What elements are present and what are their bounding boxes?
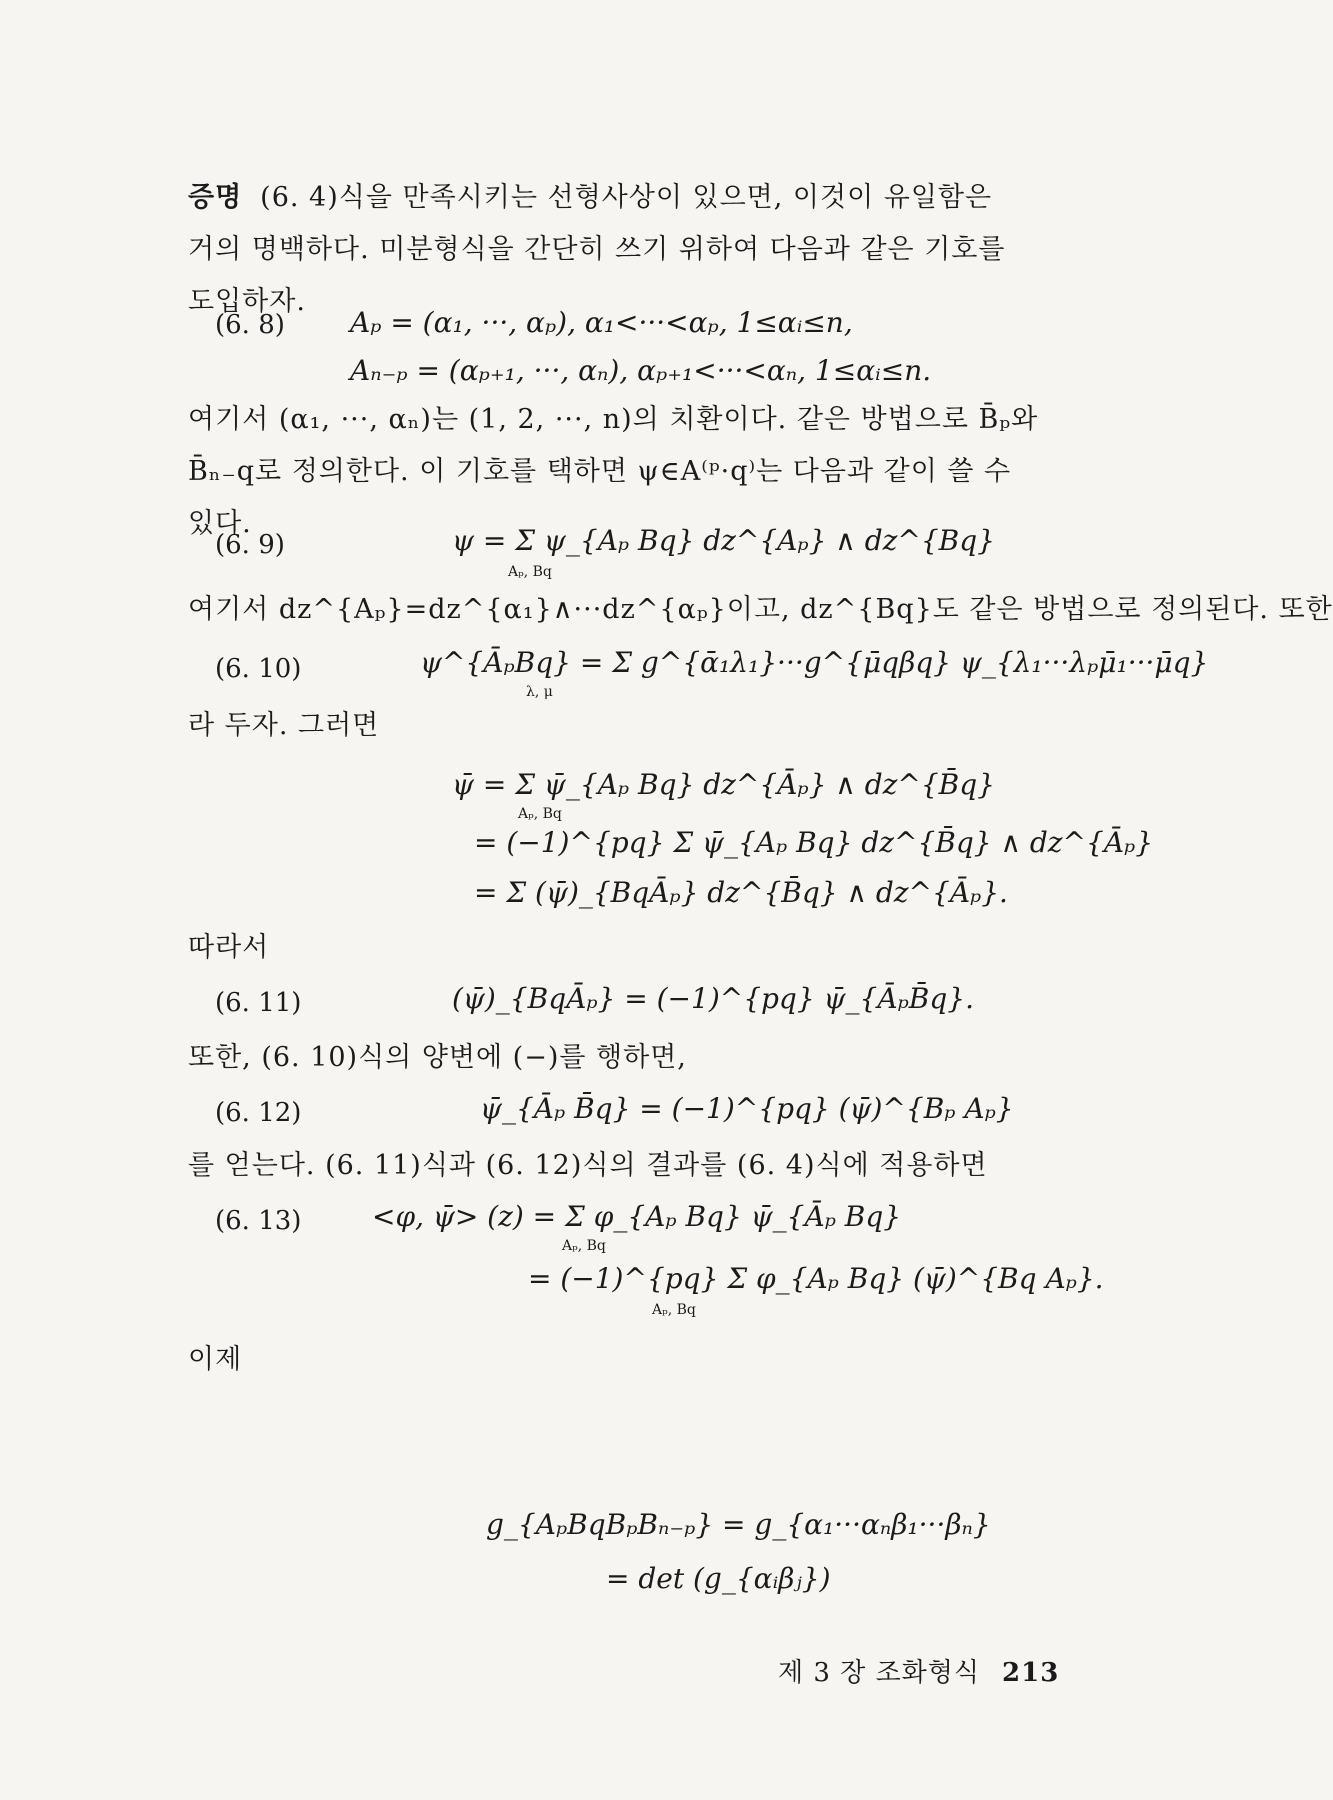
eq-6-9-sum-index: Aₚ, Bq (508, 564, 552, 580)
eq-number-6-9: (6. 9) (215, 530, 285, 560)
paragraph-6 (188, 1032, 1068, 1084)
paragraph-7 (188, 1140, 1068, 1192)
para7-line: 를 얻는다. (6. 11)식과 (6. 12)식의 결과를 (6. 4)식에 적용하면 (188, 1150, 988, 1181)
proof-lead: 증명 (188, 182, 243, 213)
para8-line: 이제 (188, 1344, 243, 1375)
eq-6-13-sum-index-1: Aₚ, Bq (562, 1238, 606, 1254)
proof-line-3: 도입하자. (188, 286, 306, 317)
eq-number-6-11: (6. 11) (215, 988, 302, 1018)
derivation-line-3: = Σ (ψ̄)_{BqĀₚ} dz^{B̄q} ∧ dz^{Āₚ}. (474, 876, 1008, 909)
eq-number-6-8: (6. 8) (215, 310, 285, 340)
eq-6-11-expr: (ψ̄)_{BqĀₚ} = (−1)^{pq} ψ̄_{ĀₚB̄q}. (452, 982, 974, 1015)
eq-6-8-line-2: Aₙ₋ₚ = (αₚ₊₁, ···, αₙ), αₚ₊₁<···<αₙ, 1≤αᵢ≤n. (350, 354, 932, 387)
para6-line: 또한, (6. 10)식의 양변에 (−)를 행하면, (188, 1042, 687, 1073)
eq-6-9-expr: ψ = Σ ψ_{Aₚ Bq} dz^{Aₚ} ∧ dz^{Bq} (452, 524, 995, 557)
paragraph-5 (188, 922, 1068, 974)
eq-number-6-12: (6. 12) (215, 1098, 302, 1128)
eq-6-13-sum-index-2: Aₚ, Bq (652, 1302, 696, 1318)
eq-6-10-sum-index: λ, μ (526, 684, 553, 700)
para2-line-1: 여기서 (α₁, ···, αₙ)는 (1, 2, ···, n)의 치환이다. 같은 방법으로 B̄ₚ와 (188, 404, 1039, 435)
para3-line: 여기서 dz^{Aₚ}=dz^{α₁}∧···dz^{αₚ}이고, dz^{Bq}도 같은 방법으로 정의된다. 또한 (188, 594, 1333, 625)
eq-6-8-line-1: Aₚ = (α₁, ···, αₚ), α₁<···<αₚ, 1≤αᵢ≤n, (350, 306, 853, 339)
eq-6-10-expr: ψ^{ĀₚBq} = Σ g^{ᾱ₁λ₁}···g^{μ̄qβq} ψ_{λ₁···λₚμ̄₁···μ̄q} (420, 646, 1209, 679)
para2-line-2: B̄ₙ₋q로 정의한다. 이 기호를 택하면 ψ∈A⁽ᵖ·q⁾는 다음과 같이 쓸 수 (188, 456, 1012, 487)
final-line-1: g_{AₚBqBₚBₙ₋ₚ} = g_{α₁···αₙβ₁···βₙ} (486, 1508, 991, 1541)
eq-number-6-13: (6. 13) (215, 1206, 302, 1236)
eq-number-6-10: (6. 10) (215, 654, 302, 684)
derivation-line-1: ψ̄ = Σ ψ̄_{Aₚ Bq} dz^{Āₚ} ∧ dz^{B̄q} (452, 768, 995, 801)
eq-6-12-expr: ψ̄_{Āₚ B̄q} = (−1)^{pq} (ψ̄)^{Bₚ Aₚ} (480, 1092, 1014, 1125)
chapter-title: 제 3 장 조화형식 (778, 1658, 981, 1688)
para5-line: 따라서 (188, 932, 270, 963)
paragraph-8 (188, 1334, 1068, 1386)
eq-6-13-line-2: = (−1)^{pq} Σ φ_{Aₚ Bq} (ψ̄)^{Bq Aₚ}. (528, 1262, 1104, 1295)
proof-line-1: (6. 4)식을 만족시키는 선형사상이 있으면, 이것이 유일함은 (260, 182, 993, 213)
final-line-2: = det (g_{αᵢβⱼ}) (606, 1562, 831, 1595)
proof-line-2: 거의 명백하다. 미분형식을 간단히 쓰기 위하여 다음과 같은 기호를 (188, 234, 1006, 265)
para4-line: 라 두자. 그러면 (188, 710, 380, 741)
page-number: 213 (1002, 1658, 1060, 1688)
eq-6-13-line-1: <φ, ψ̄> (z) = Σ φ_{Aₚ Bq} ψ̄_{Āₚ Bq} (372, 1200, 902, 1233)
paragraph-4 (188, 700, 1068, 752)
proof-paragraph (188, 172, 1068, 328)
paragraph-3 (188, 584, 1333, 636)
derivation-line-2: = (−1)^{pq} Σ ψ̄_{Aₚ Bq} dz^{B̄q} ∧ dz^{Āₚ} (474, 826, 1154, 859)
derivation-sum-index: Aₚ, Bq (518, 806, 562, 822)
para2-line-3: 있다. (188, 508, 252, 539)
page-footer (778, 1652, 1059, 1689)
